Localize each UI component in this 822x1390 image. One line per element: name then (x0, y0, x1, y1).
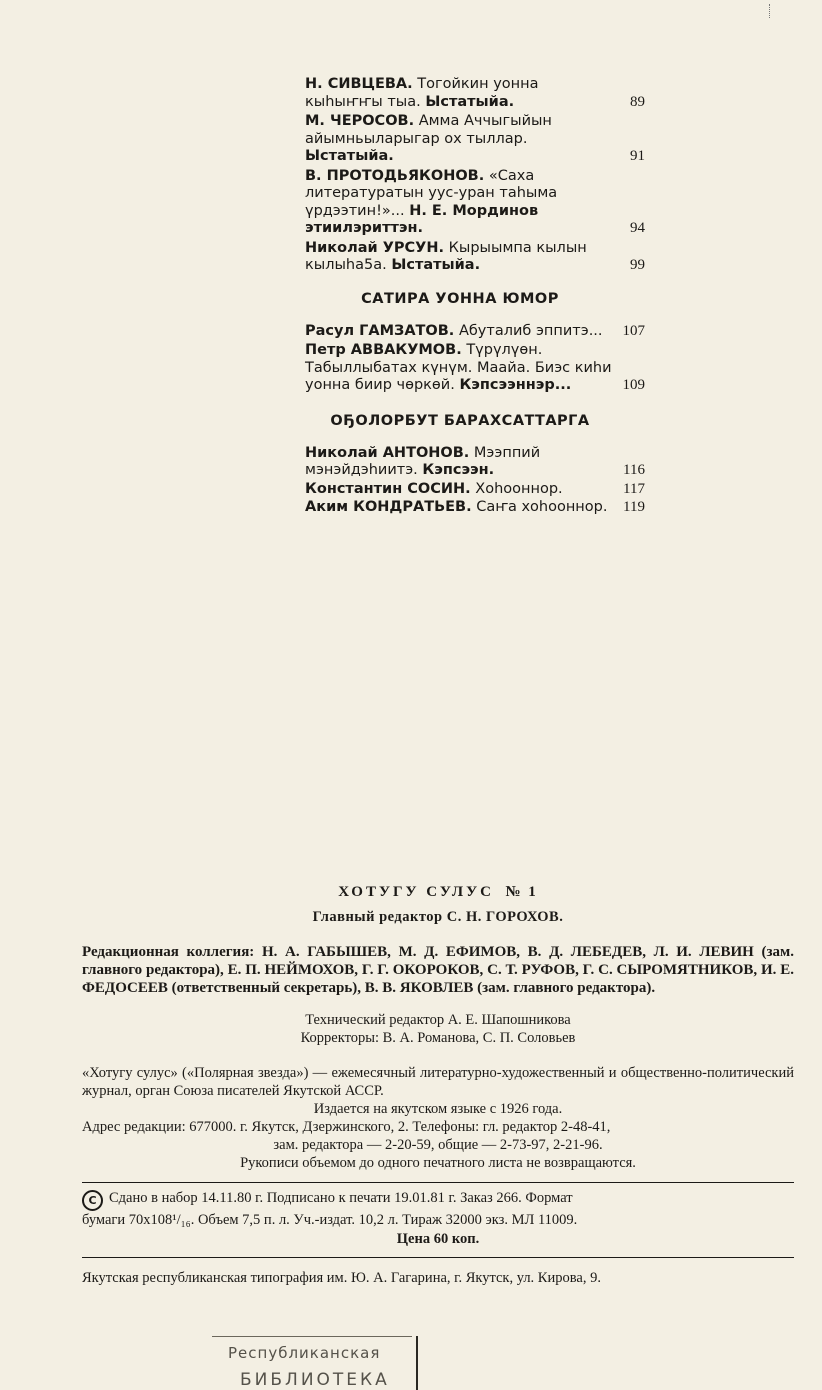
toc-section-children (305, 445, 645, 517)
manuscripts-note: Рукописи объемом до одного печатного листа не возвращаются. (240, 1155, 636, 1171)
chief-editor: Главный редактор С. Н. ГОРОХОВ. (312, 909, 564, 925)
price: Цена 60 коп. (396, 1231, 480, 1247)
toc-author: М. ЧЕРОСОВ. (305, 113, 415, 129)
toc-entry (305, 76, 645, 111)
toc-section-satire (305, 323, 645, 395)
stamp-text-library: БИБЛИОТЕКА (240, 1370, 390, 1390)
journal-description (82, 1064, 794, 1172)
scan-mark (769, 4, 774, 18)
printing-details (82, 1182, 794, 1249)
toc-page-number: 109 (622, 377, 645, 393)
technical-editor: Технический редактор А. Е. Шапошникова (305, 1012, 571, 1028)
toc-author: Н. СИВЦЕВА. (305, 76, 413, 92)
print-line (82, 1189, 794, 1211)
toc-genre: Ыстатыйа. (305, 148, 394, 164)
correctors: Корректоры: В. А. Романова, С. П. Соловьев (300, 1030, 576, 1046)
toc-author: Аким КОНДРАТЬЕВ. (305, 499, 472, 515)
toc-genre: Н. Е. Мординов этиилэриттэн. (305, 202, 539, 236)
address-line: Адрес редакции: 677000. г. Якутск, Дзержинского, 2. Телефоны: гл. редактор 2-48-41, (82, 1119, 611, 1135)
paper-format: бумаги 70х108¹/₁₆. Объем 7,5 п. л. Уч.-издат. 10,2 л. Тираж 32000 экз. МЛ 11009. (82, 1212, 578, 1228)
toc-page-number: 89 (630, 93, 645, 110)
toc-entry (305, 445, 645, 480)
toc-author: Расул ГАМЗАТОВ. (305, 322, 455, 339)
technical-credits (82, 1011, 794, 1047)
toc-entry (305, 342, 645, 395)
toc-page-number: 119 (623, 499, 645, 515)
toc-title: Абуталиб эппитэ... (458, 322, 603, 339)
copyright-icon: C (82, 1190, 103, 1211)
toc-title: Тогойкин уонна кыһыҥҥы тыа. (305, 76, 539, 110)
printing-house: Якутская республиканская типография им. Ю. А. Гагарина, г. Якутск, ул. Кирова, 9. (82, 1257, 794, 1287)
table-of-contents (305, 76, 645, 517)
toc-entry (305, 240, 645, 275)
toc-author: Петр АВВАКУМОВ. (305, 342, 462, 358)
toc-page-number: 99 (630, 257, 645, 273)
toc-page-number: 91 (630, 148, 645, 164)
print-dates: Сдано в набор 14.11.80 г. Подписано к печати 19.01.81 г. Заказ 266. Формат (109, 1190, 573, 1206)
toc-heading-children: ОҔОЛОРБУТ БАРАХСАТТАРГА (330, 412, 590, 429)
toc-title: Амма Аччыгыйын айымньыларыгар ох тыллар. (305, 113, 552, 147)
toc-genre: Ыстатыйа. (425, 93, 515, 110)
stamp-border (416, 1336, 418, 1390)
toc-heading-satire: САТИРА УОННА ЮМОР (361, 290, 559, 307)
stamp-border (212, 1336, 412, 1337)
toc-page-number: 94 (630, 220, 645, 236)
toc-genre: Кэпсээн. (422, 462, 495, 478)
toc-page-number: 116 (623, 462, 645, 478)
toc-title: Түрүлүөн. Табыллыбатах күнүм. Маайа. Биэс киһи уонна биир чөркөй. (305, 342, 612, 393)
toc-title: Хоһооннор. (475, 480, 563, 497)
library-stamp (212, 1330, 422, 1390)
toc-page-number: 107 (622, 322, 645, 339)
toc-title: «Саха литературатын уус-уран таһыма үрдээтин!»... (305, 167, 558, 219)
toc-title: Саҥа хоһооннор. (476, 499, 608, 515)
toc-author: Николай АНТОНОВ. (305, 444, 470, 461)
toc-genre: Кэпсээннэр... (459, 377, 572, 393)
toc-title: Кырыымпа кылын кылыһа5а. (305, 239, 587, 273)
toc-entry (305, 481, 645, 499)
toc-entry (305, 113, 645, 166)
published-since: Издается на якутском языке с 1926 года. (313, 1101, 563, 1117)
journal-title: ХОТУГУ СУЛУС (338, 884, 494, 900)
imprint (82, 884, 794, 1287)
toc-title: Мээппий мэнэйдэһиитэ. (305, 444, 541, 478)
toc-author: Николай УРСУН. (305, 239, 444, 256)
editorial-board: Редакционная коллегия: Н. А. ГАБЫШЕВ, М. Д. ЕФИМОВ, В. Д. ЛЕБЕДЕВ, Л. И. ЛЕВИН (зам. главного редактора), Е. П. НЕЙМОХОВ, Г. Г. ОКОРОКОВ, С. Т. РУФОВ, Г. С. СЫРОМЯТНИКОВ, И. Е. ФЕДОСЕЕВ (ответственный секретарь), В. В. ЯКОВЛЕВ (зам. главного редактора). (82, 944, 794, 996)
toc-author: Константин СОСИН. (305, 480, 471, 497)
journal-title-line (82, 884, 794, 901)
toc-author: В. ПРОТОДЬЯКОНОВ. (305, 167, 485, 184)
toc-genre: Ыстатыйа. (391, 257, 481, 273)
toc-page-number: 117 (623, 480, 645, 497)
address-line: зам. редактора — 2-20-59, общие — 2-73-97, 2-21-96. (273, 1137, 603, 1153)
stamp-text-republican: Республиканская (228, 1344, 381, 1362)
toc-entry (305, 168, 645, 238)
description-text: «Хотугу сулус» («Полярная звезда») — ежемесячный литературно-художественный и общественно-политический журнал, орган Союза писателей Якутской АССР. (82, 1065, 794, 1099)
toc-entry (305, 499, 645, 517)
toc-entry (305, 323, 645, 341)
issue-number: № 1 (505, 884, 538, 900)
toc-section-articles (305, 76, 645, 275)
